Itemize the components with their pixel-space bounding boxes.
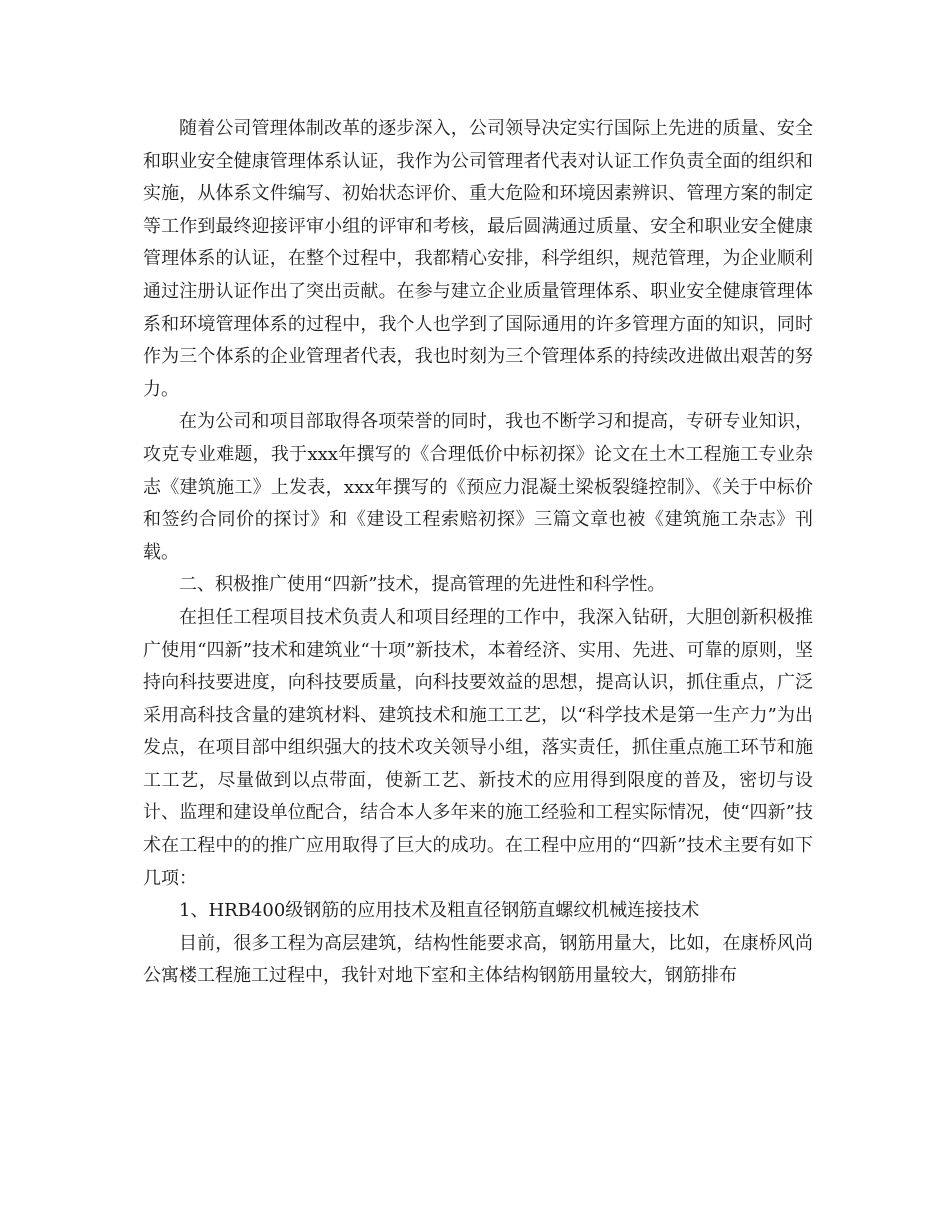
paragraph-four-new-tech: 在担任工程项目技术负责人和项目经理的工作中，我深入钻研，大胆创新积极推广使用“四新”技术和建筑业“十项”新技术，本着经济、实用、先进、可靠的原则，坚持向科技要进度，向科技要质量，向科技要效益的思想，提高认识，抓住重点，广泛采用高科技含量的建筑材料、建筑技术和施工工艺，以“科学技术是第一生产力”为出发点，在项目部中组织强大的技术攻关领导小组，落实责任，抓住重点施工环节和施工工艺，尽量做到以点带面，使新工艺、新技术的应用得到限度的普及，密切与设计、监理和建设单位配合，结合本人多年来的施工经验和工程实际情况，使“四新”技术在工程中的的推广应用取得了巨大的成功。在工程中应用的“四新”技术主要有如下几项： [143,606,813,889]
document-body [143,113,813,993]
section-heading-four-new: 二、积极推广使用“四新”技术，提高管理的先进性和科学性。 [179,574,666,596]
item-heading-hrb400: 1、HRB400级钢筋的应用技术及粗直径钢筋直螺纹机械连接技术 [179,900,700,922]
paragraph-publications: 在为公司和项目部取得各项荣誉的同时，我也不断学习和提高，专研专业知识，攻克专业难题，我于xxx年撰写的《合理低价中标初探》论文在土木工程施工专业杂志《建筑施工》上发表，xxx年撰写的《预应力混凝土梁板裂缝控制》、《关于中标价和签约合同价的探讨》和《建设工程索赔初探》三篇文章也被《建筑施工杂志》刊载。 [143,411,813,563]
paragraph-rebar: 目前，很多工程为高层建筑，结构性能要求高，钢筋用量大，比如，在康桥风尚公寓楼工程施工过程中，我针对地下室和主体结构钢筋用量较大，钢筋排布 [143,932,813,987]
paragraph-certification: 随着公司管理体制改革的逐步深入，公司领导决定实行国际上先进的质量、安全和职业安全健康管理体系认证，我作为公司管理者代表对认证工作负责全面的组织和实施，从体系文件编写、初始状态评价、重大危险和环境因素辨识、管理方案的制定等工作到最终迎接评审小组的评审和考核，最后圆满通过质量、安全和职业安全健康管理体系的认证，在整个过程中，我都精心安排，科学组织，规范管理，为企业顺利通过注册认证作出了突出贡献。在参与建立企业质量管理体系、职业安全健康管理体系和环境管理体系的过程中，我个人也学到了国际通用的许多管理方面的知识，同时作为三个体系的企业管理者代表，我也时刻为三个管理体系的持续改进做出艰苦的努力。 [143,118,813,400]
